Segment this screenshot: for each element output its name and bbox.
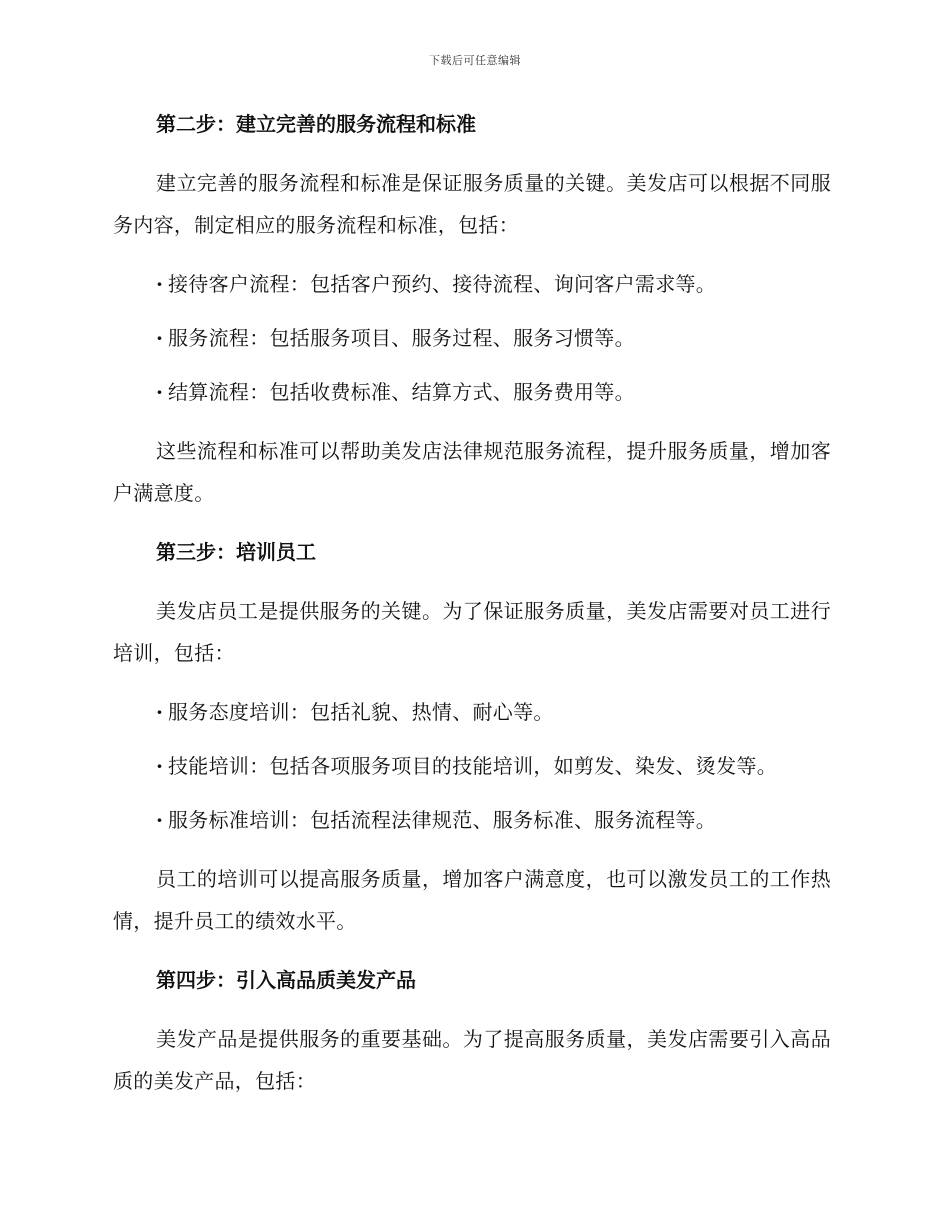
document-body — [113, 108, 831, 1124]
section-intro-step4: 美发产品是提供服务的重要基础。为了提高服务质量，美发店需要引入高品质的美发产品，包括： — [113, 1027, 831, 1093]
bullet-dot: · — [156, 808, 164, 832]
bullet-dot: · — [156, 380, 164, 404]
bullet-dot: · — [156, 754, 164, 778]
section-conclusion-step2: 这些流程和标准可以帮助美发店法律规范服务流程，提升服务质量，增加客户满意度。 — [113, 439, 831, 505]
bullet-text: 结算流程：包括收费标准、结算方式、服务费用等。 — [168, 380, 635, 404]
bullet-dot: · — [156, 700, 164, 724]
bullet-text: 服务流程：包括服务项目、服务过程、服务习惯等。 — [168, 326, 635, 350]
bullet-item — [113, 376, 831, 408]
section-intro-step3: 美发店员工是提供服务的关键。为了保证服务质量，美发店需要对员工进行培训，包括： — [113, 599, 831, 665]
bullet-text: 接待客户流程：包括客户预约、接待流程、询问客户需求等。 — [168, 272, 717, 296]
section-heading-step4: 第四步：引入高品质美发产品 — [156, 968, 416, 992]
bullet-text: 服务标准培训：包括流程法律规范、服务标准、服务流程等。 — [168, 808, 717, 832]
section-heading-step2: 第二步：建立完善的服务流程和标准 — [156, 112, 476, 136]
bullet-text: 服务态度培训：包括礼貌、热情、耐心等。 — [168, 700, 554, 724]
bullet-item — [113, 804, 831, 836]
bullet-dot: · — [156, 326, 164, 350]
bullet-item — [113, 268, 831, 300]
page-header: 下载后可任意编辑 — [429, 54, 521, 67]
bullet-item — [113, 322, 831, 354]
bullet-item — [113, 750, 831, 782]
bullet-dot: · — [156, 272, 164, 296]
section-conclusion-step3: 员工的培训可以提高服务质量，增加客户满意度，也可以激发员工的工作热情，提升员工的绩效水平。 — [113, 867, 831, 933]
section-heading-step3: 第三步：培训员工 — [156, 540, 316, 564]
section-intro-step2: 建立完善的服务流程和标准是保证服务质量的关键。美发店可以根据不同服务内容，制定相应的服务流程和标准，包括： — [113, 171, 831, 237]
bullet-text: 技能培训：包括各项服务项目的技能培训，如剪发、染发、烫发等。 — [168, 754, 777, 778]
bullet-item — [113, 696, 831, 728]
